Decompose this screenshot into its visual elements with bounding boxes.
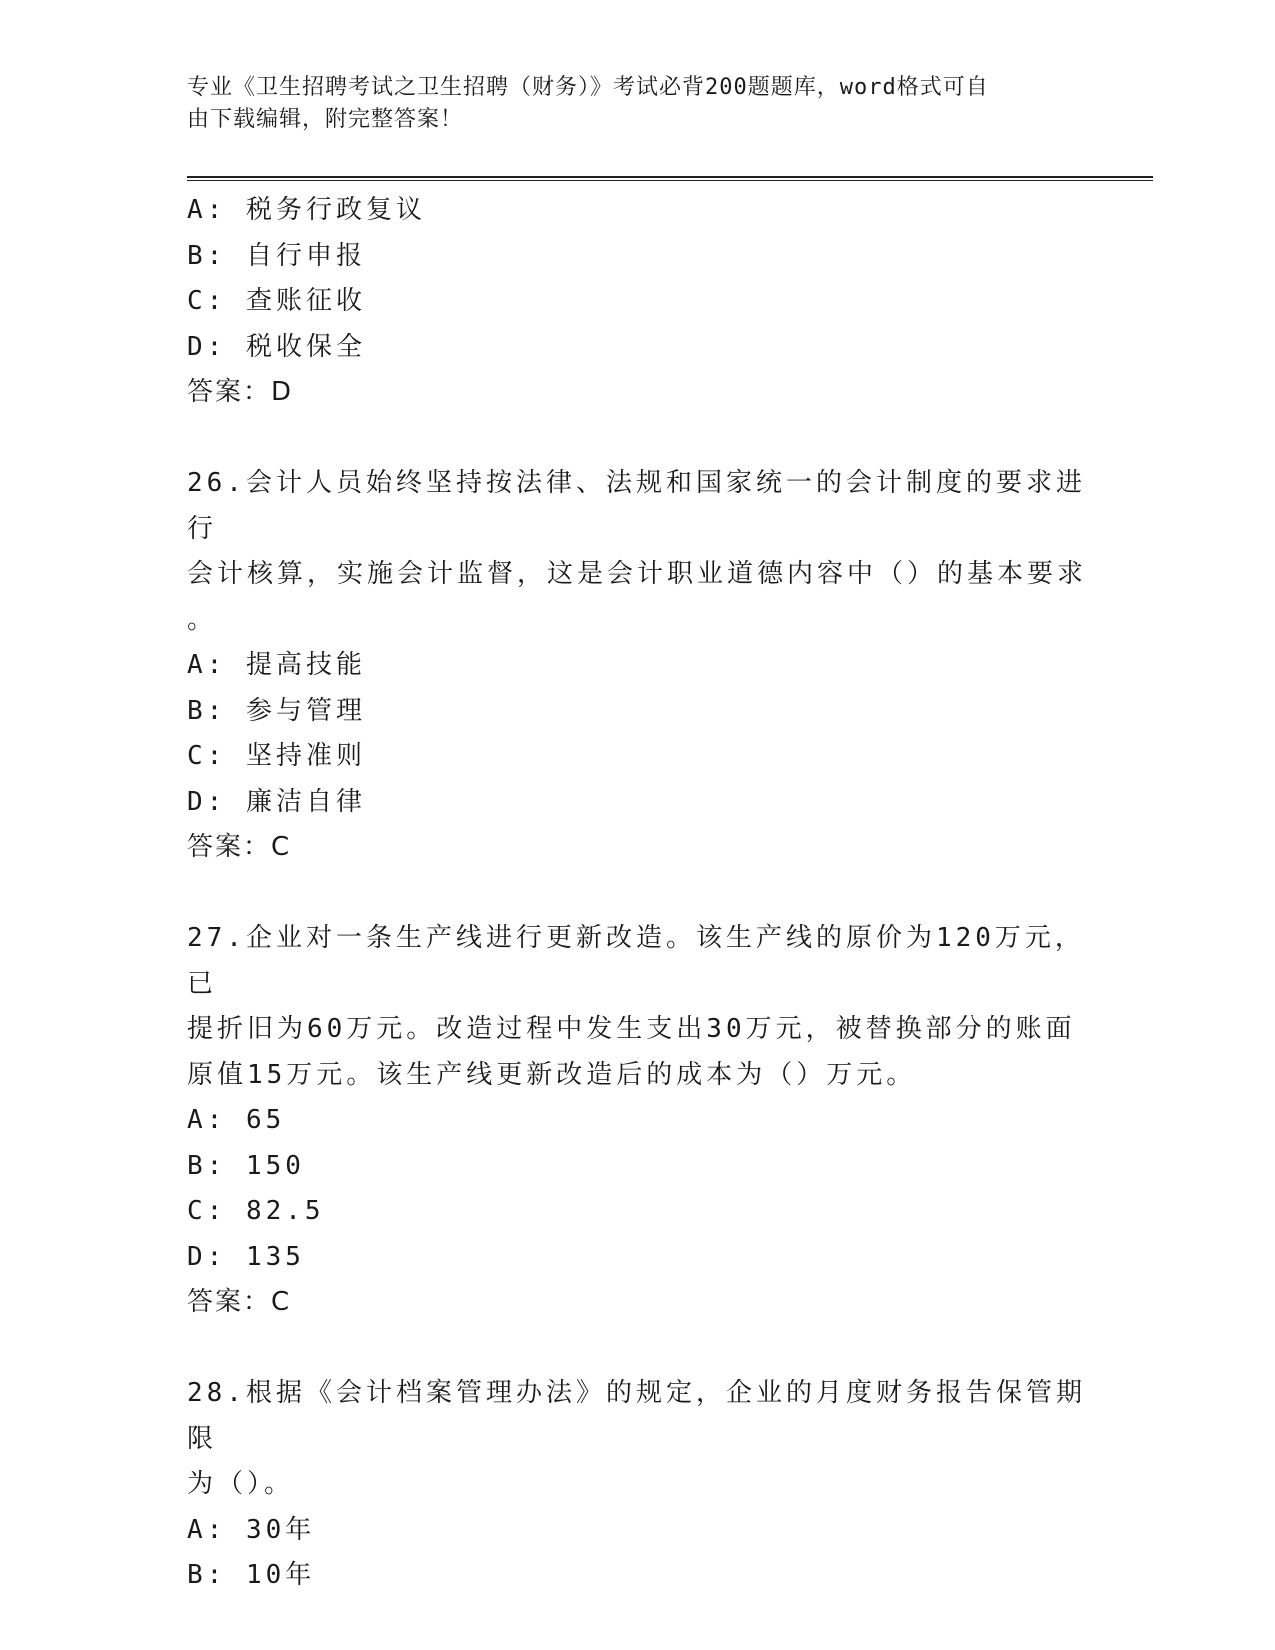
question-25-block (187, 188, 1087, 416)
answer-line: 答案：C (187, 832, 292, 862)
option-a: A: 65 (187, 1105, 286, 1135)
option-c: C: 坚持准则 (187, 741, 366, 771)
answer-line: 答案：D (187, 377, 294, 407)
question-stem-line: 27.企业对一条生产线进行更新改造。该生产线的原价为120万元，已 (187, 923, 1085, 999)
spacer (187, 1326, 1087, 1372)
option-b: B: 10年 (187, 1560, 316, 1590)
question-stem-line: 为（）。 (187, 1469, 295, 1499)
option-a: A: 提高技能 (187, 650, 366, 680)
spacer (187, 416, 1087, 462)
option-a: A: 30年 (187, 1514, 316, 1545)
option-b: B: 150 (187, 1150, 305, 1181)
question-26-block (187, 461, 1087, 871)
question-list (187, 188, 1087, 1599)
question-stem-line: 。 (187, 604, 218, 635)
header-title-line-1: 专业《卫生招聘考试之卫生招聘（财务）》考试必背200题题库，word格式可自 (187, 75, 989, 100)
header-divider (187, 176, 1153, 181)
document-header (187, 72, 1087, 136)
spacer (187, 871, 1087, 917)
question-stem-line: 提折旧为60万元。改造过程中发生支出30万元，被替换部分的账面 (187, 1014, 1076, 1044)
option-b: B: 自行申报 (187, 240, 366, 271)
option-b: B: 参与管理 (187, 695, 366, 726)
option-c: C: 查账征收 (187, 286, 366, 316)
option-d: D: 廉洁自律 (187, 786, 366, 817)
answer-line: 答案：C (187, 1287, 292, 1317)
question-28-block (187, 1371, 1087, 1599)
option-d: D: 税收保全 (187, 331, 366, 362)
option-a: A: 税务行政复议 (187, 195, 426, 225)
header-title-line-2: 由下载编辑，附完整答案！ (187, 107, 464, 132)
question-stem-line: 26.会计人员始终坚持按法律、法规和国家统一的会计制度的要求进行 (187, 468, 1086, 544)
question-stem-line: 会计核算，实施会计监督，这是会计职业道德内容中（）的基本要求 (187, 559, 1088, 589)
option-d: D: 135 (187, 1241, 305, 1272)
question-27-block (187, 916, 1087, 1326)
question-stem-line: 28.根据《会计档案管理办法》的规定，企业的月度财务报告保管期限 (187, 1378, 1086, 1454)
question-stem-line: 原值15万元。该生产线更新改造后的成本为（）万元。 (187, 1059, 917, 1090)
option-c: C: 82.5 (187, 1196, 325, 1226)
